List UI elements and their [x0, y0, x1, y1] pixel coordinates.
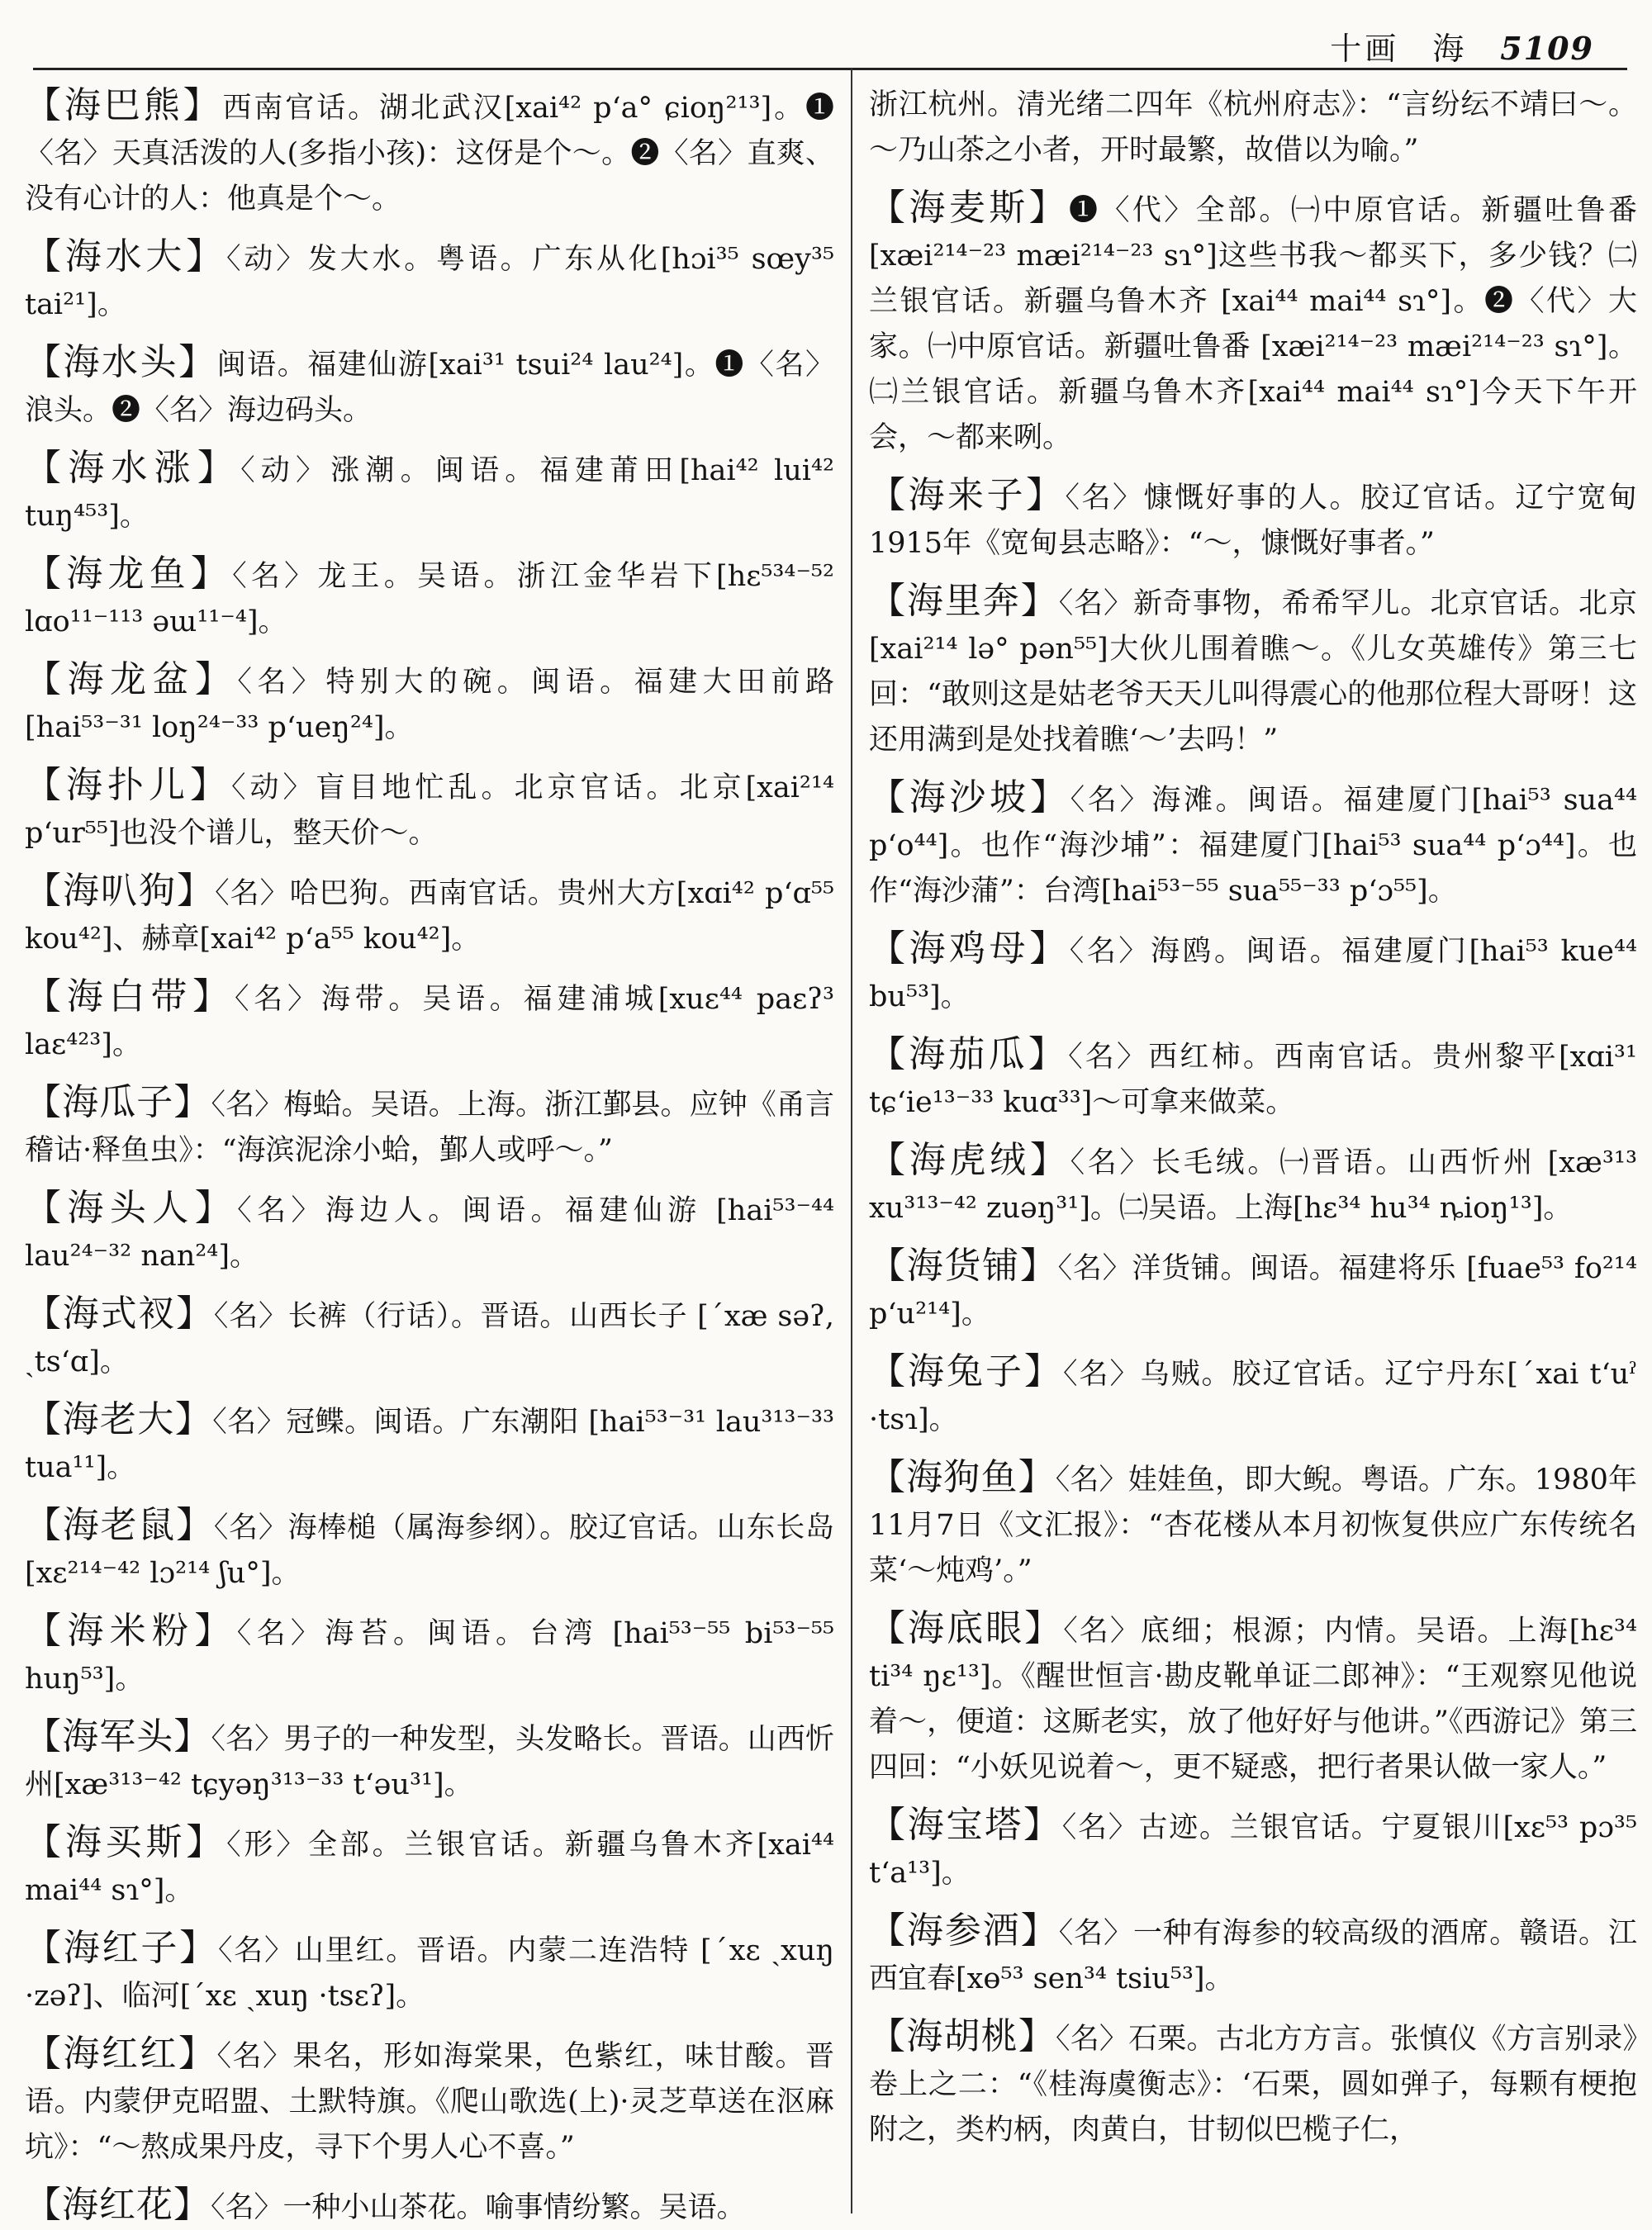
entry-definition: 〈名〉西红柿。西南官话。贵州黎平[xɑi³¹ tɕ‘ie¹³⁻³³ kuɑ³³]～可拿来做菜。 — [869, 1041, 1637, 1119]
entry-definition: 〈名〉一种小山茶花。喻事情纷繁。吴语。 — [211, 2191, 746, 2222]
entry-headword: 【海买斯】 — [25, 1821, 227, 1863]
entry-definition: 〈动〉盲目地忙乱。北京官话。北京[xai²¹⁴ p‘ur⁵⁵]也没个谱儿，整天价～。 — [25, 771, 834, 850]
entry-definition: 〈名〉洋货铺。闽语。福建将乐 [fuae⁵³ fo²¹⁴ p‘u²¹⁴]。 — [869, 1252, 1637, 1331]
dictionary-entry — [25, 1397, 834, 1491]
dictionary-entry — [869, 1454, 1637, 1594]
entry-headword: 【海红花】 — [25, 2184, 211, 2222]
entry-definition: 〈名〉新奇事物，希希罕儿。北京官话。北京[xai²¹⁴ lə° pən⁵⁵]大伙儿围着瞧～。《儿女英雄传》第三七回：“敢则这是姑老爷天天儿叫得震心的他那位程大哥呀！这还用满到是处找着瞧‘～’去吗！” — [869, 587, 1637, 757]
right-column — [869, 83, 1637, 2222]
entry-definition: 〈名〉特别大的碗。闽语。福建大田前路[hai⁵³⁻³¹ loŋ²⁴⁻³³ p‘ueŋ²⁴]。 — [25, 666, 834, 744]
entry-definition: 〈名〉长裤（行话）。晋语。山西长子 [ˊxæ səʔ, ˏts‘ɑ]。 — [25, 1300, 834, 1378]
entry-headword: 【海老大】 — [25, 1398, 213, 1440]
entry-definition: 〈名〉冠鲽。闽语。广东潮阳 [hai⁵³⁻³¹ lau³¹³⁻³³ tua¹¹]。 — [25, 1406, 834, 1484]
entry-headword: 【海里奔】 — [869, 580, 1059, 622]
entry-headword: 【海红子】 — [25, 1927, 218, 1969]
entry-definition: 〈动〉涨潮。闽语。福建莆田[hai⁴² lui⁴² tuŋ⁴⁵³]。 — [25, 454, 834, 533]
entry-headword: 【海扑儿】 — [25, 764, 231, 806]
left-column — [25, 83, 834, 2222]
dictionary-entry — [869, 185, 1637, 461]
entry-definition: 〈名〉男子的一种发型，头发略长。晋语。山西忻州[xæ³¹³⁻⁴² tɕyəŋ³¹³⁻³³ t‘əu³¹]。 — [25, 1723, 834, 1801]
entry-headword: 【海沙坡】 — [869, 776, 1070, 818]
entry-headword: 【海米粉】 — [25, 1610, 237, 1652]
dictionary-entry — [25, 234, 834, 328]
dictionary-entry — [869, 1243, 1637, 1337]
entry-definition: 〈名〉石栗。古北方方言。张慎仪《方言别录》卷上之二：“《桂海虞衡志》：‘石栗，圆如弹子，每颗有梗抱附之，类杓柄，肉黄白，甘韧似巴榄子仁， — [869, 2023, 1637, 2147]
entry-definition: 〈名〉梅蛤。吴语。上海。浙江鄞县。应钟《甬言稽诂·释鱼虫》：“海滨泥涂小蛤，鄞人或呼～。” — [25, 1089, 834, 1167]
entry-definition: 〈名〉底细；根源；内情。吴语。上海[hɛ³⁴ ti³⁴ ŋɛ¹³]。《醒世恒言·勘皮靴单证二郎神》：“王观察见他说着～，便道：这厮老实，放了他好好与他讲。”《西游记》第三四回：“小妖见说着～，更不疑惑，把行者果认做一家人。” — [869, 1615, 1637, 1784]
dictionary-entry — [25, 762, 834, 856]
entry-definition: 〈动〉发大水。粤语。广东从化[hɔi³⁵ sœy³⁵ tai²¹]。 — [25, 243, 834, 321]
page-number: 5109 — [1500, 30, 1594, 67]
entry-headword: 【海兔子】 — [869, 1350, 1063, 1393]
entry-headword: 【海水涨】 — [25, 447, 241, 489]
entry-definition: 〈名〉海苔。闽语。台湾 [hai⁵³⁻⁵⁵ bi⁵³⁻⁵⁵ huŋ⁵³]。 — [25, 1617, 834, 1696]
entry-headword: 【海参酒】 — [869, 1910, 1059, 1952]
entry-definition: 〈名〉海滩。闽语。福建厦门[hai⁵³ sua⁴⁴ p‘o⁴⁴]。也作“海沙埔”：福建厦门[hai⁵³ sua⁴⁴ p‘ɔ⁴⁴]。也作“海沙蒲”：台湾[hai⁵³⁻⁵⁵ sua⁵⁵⁻³³ p‘ɔ⁵⁵]。 — [869, 784, 1637, 908]
entry-headword: 【海龙鱼】 — [25, 553, 233, 595]
dictionary-entry — [869, 1137, 1637, 1231]
dictionary-entry — [25, 445, 834, 539]
entry-headword: 【海红红】 — [25, 2033, 217, 2075]
entry-definition: ❶〈代〉全部。㈠中原官话。新疆吐鲁番[xæi²¹⁴⁻²³ mæi²¹⁴⁻²³ sɿ°]这些书我～都买下，多少钱？㈡兰银官话。新疆乌鲁木齐 [xai⁴⁴ mai⁴⁴ sɿ°]。❷〈代〉大家。㈠中原官话。新疆吐鲁番 [xæi²¹⁴⁻²³ mæi²¹⁴⁻²³ sɿ°]。㈡兰银官话。新疆乌鲁木齐[xai⁴⁴ mai⁴⁴ sɿ°]今天下午开会，～都来咧。 — [869, 194, 1637, 454]
entry-definition: 〈名〉海边人。闽语。福建仙游 [hai⁵³⁻⁴⁴ lau²⁴⁻³² nan²⁴]。 — [25, 1194, 834, 1273]
dictionary-entry — [25, 551, 834, 645]
dictionary-entry — [869, 775, 1637, 914]
dictionary-entry — [25, 1502, 834, 1597]
entry-headword: 【海鸡母】 — [869, 928, 1070, 970]
dictionary-entry — [25, 1925, 834, 2019]
entry-headword: 【海胡桃】 — [869, 2015, 1056, 2057]
entry-headword: 【海头人】 — [25, 1187, 238, 1229]
dictionary-entry — [869, 1908, 1637, 2002]
dictionary-entry — [25, 83, 834, 222]
entry-headword: 【海水大】 — [25, 235, 226, 278]
entry-headword: 【海虎绒】 — [869, 1139, 1070, 1181]
dictionary-entry — [25, 868, 834, 962]
entry-headword: 【海狗鱼】 — [869, 1456, 1056, 1498]
entry-definition: 〈名〉海鸥。闽语。福建厦门[hai⁵³ kue⁴⁴ bu⁵³]。 — [869, 935, 1637, 1013]
entry-headword: 【海底眼】 — [869, 1607, 1064, 1649]
dictionary-entry — [869, 2014, 1637, 2153]
entry-headword: 【海货铺】 — [869, 1245, 1058, 1287]
entry-definition: 〈名〉海棒槌（属海参纲）。胶辽官话。山东长岛[xɛ²¹⁴⁻⁴² lɔ²¹⁴ ʃu°]。 — [25, 1511, 834, 1590]
column-divider — [851, 68, 852, 2213]
dictionary-entry — [25, 1608, 834, 1702]
dictionary-entry — [869, 1802, 1637, 1896]
entry-definition: 〈名〉龙王。吴语。浙江金华岩下[hɛ⁵³⁴⁻⁵² lɑo¹¹⁻¹¹³ əɯ¹¹⁻⁴]。 — [25, 560, 834, 638]
entry-definition: 〈名〉慷慨好事的人。胶辽官话。辽宁宽甸1915年《宽甸县志略》：“～，慷慨好事者。” — [869, 482, 1637, 560]
dictionary-entry — [25, 339, 834, 434]
header-character: 海 — [1432, 31, 1468, 67]
entry-definition: 〈名〉乌贼。胶辽官话。辽宁丹东[ˊxai t‘uˀ ·tsɿ]。 — [869, 1358, 1637, 1436]
entry-headword: 【海军头】 — [25, 1715, 211, 1758]
entry-headword: 【海老鼠】 — [25, 1504, 214, 1546]
dictionary-entry — [869, 1032, 1637, 1126]
dictionary-entry — [25, 1185, 834, 1279]
entry-headword: 【海叭狗】 — [25, 870, 216, 912]
dictionary-entry — [869, 926, 1637, 1020]
dictionary-entry — [25, 2182, 834, 2222]
entry-definition: 〈名〉长毛绒。㈠晋语。山西忻州 [xæ³¹³ xu³¹³⁻⁴² zuəŋ³¹]。㈡吴语。上海[hɛ³⁴ hu³⁴ ȵioŋ¹³]。 — [869, 1146, 1637, 1225]
entry-definition: 〈名〉山里红。晋语。内蒙二连浩特 [ˊxɛ ˏxuŋ ·zəʔ]、临河[ˊxɛ ˏxuŋ ·tsɛʔ]。 — [25, 1934, 834, 2013]
entry-definition: 〈名〉娃娃鱼，即大鲵。粤语。广东。1980年11月7日《文汇报》：“杏花楼从本月初恢复供应广东传统名菜‘～炖鸡’。” — [869, 1464, 1637, 1587]
entry-headword: 【海瓜子】 — [25, 1081, 211, 1123]
entry-definition: 闽语。福建仙游[xai³¹ tsui²⁴ lau²⁴]。❶〈名〉浪头。❷〈名〉海边码头。 — [25, 349, 834, 427]
entry-definition: 〈名〉海带。吴语。福建浦城[xuɛ⁴⁴ paɛʔ³ laɛ⁴²³]。 — [25, 983, 834, 1061]
entry-definition: 浙江杭州。清光绪二四年《杭州府志》：“言纷纭不靖曰～。～乃山茶之小者，开时最繁，故借以为喻。” — [869, 88, 1637, 167]
entry-headword: 【海麦斯】 — [869, 187, 1070, 229]
entry-headword: 【海水头】 — [25, 341, 217, 383]
entry-definition: 西南官话。湖北武汉[xai⁴² p‘a° ɕioŋ²¹³]。❶〈名〉天真活泼的人(多指小孩)：这伢是个～。❷〈名〉直爽、没有心计的人：他真是个～。 — [25, 92, 834, 216]
dictionary-entry — [25, 657, 834, 751]
entry-definition: 〈形〉全部。兰银官话。新疆乌鲁木齐[xai⁴⁴ mai⁴⁴ sɿ°]。 — [25, 1829, 834, 1907]
header-section: 十画 — [1330, 31, 1400, 67]
entry-headword: 【海巴熊】 — [25, 84, 223, 126]
entry-headword: 【海龙盆】 — [25, 658, 238, 700]
entry-headword: 【海白带】 — [25, 975, 235, 1018]
header-rule — [33, 68, 1627, 70]
dictionary-entry — [25, 1714, 834, 1808]
dictionary-entry — [869, 83, 1637, 173]
entry-definition: 〈名〉果名，形如海棠果，色紫红，味甘酸。晋语。内蒙伊克昭盟、土默特旗。《爬山歌选(上)·灵芝草送在沤麻坑》：“～熬成果丹皮，寻下个男人心不喜。” — [25, 2040, 834, 2164]
dictionary-entry — [25, 1079, 834, 1174]
entry-definition: 〈名〉哈巴狗。西南官话。贵州大方[xɑi⁴² p‘ɑ⁵⁵ kou⁴²]、赫章[xai⁴² p‘a⁵⁵ kou⁴²]。 — [25, 877, 834, 956]
dictionary-entry — [869, 1606, 1637, 1791]
dictionary-entry — [869, 578, 1637, 763]
entry-headword: 【海来子】 — [869, 474, 1066, 516]
entry-headword: 【海式衩】 — [25, 1293, 214, 1335]
entry-headword: 【海宝塔】 — [869, 1804, 1062, 1846]
entry-headword: 【海茄瓜】 — [869, 1033, 1069, 1075]
entry-definition: 〈名〉一种有海参的较高级的酒席。赣语。江西宜春[xɵ⁵³ sen³⁴ tsiu⁵³]。 — [869, 1917, 1637, 1995]
entry-definition: 〈名〉古迹。兰银官话。宁夏银川[xɛ⁵³ pɔ³⁵ t‘a¹³]。 — [869, 1811, 1637, 1890]
dictionary-entry — [869, 1349, 1637, 1443]
page-header — [1330, 23, 1594, 69]
dictionary-entry — [25, 2031, 834, 2171]
dictionary-entry — [25, 974, 834, 1068]
dictionary-entry — [869, 472, 1637, 567]
dictionary-entry — [25, 1820, 834, 1914]
dictionary-entry — [25, 1291, 834, 1385]
